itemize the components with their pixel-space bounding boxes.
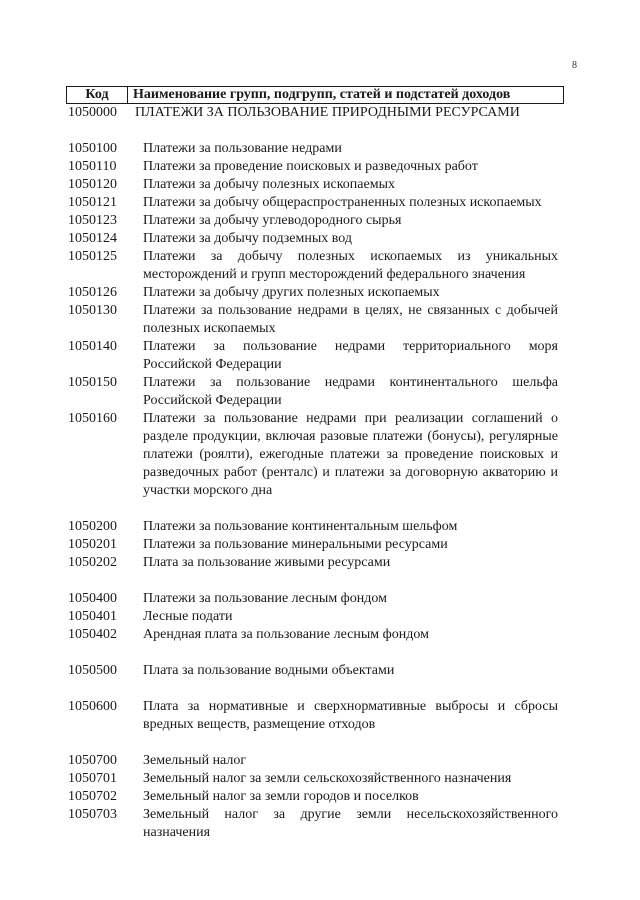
header-name: Наименование групп, подгрупп, статей и подстатей доходов bbox=[133, 87, 511, 102]
table-row bbox=[68, 158, 558, 176]
row-name: Платежи за добычу углеводородного сырья bbox=[143, 213, 402, 228]
row-name: Платежи за добычу других полезных ископаемых bbox=[143, 285, 440, 300]
row-name: Арендная плата за пользование лесным фондом bbox=[143, 627, 429, 642]
table-row bbox=[68, 518, 558, 536]
table-row bbox=[68, 554, 558, 572]
row-name: Платежи за пользование недрами при реализации соглашений о разделе продукции, включая разовые платежи (бонусы), регулярные платежи (роялти), ежегодные платежи за проведение поисковых и разведочных работ (ренталс) и платежи за договорную акваторию и участки морского дна bbox=[143, 411, 558, 498]
table-row bbox=[68, 752, 558, 770]
row-name: Платежи за добычу полезных ископаемых из уникальных месторождений и групп месторождений федерального значения bbox=[143, 249, 558, 282]
row-code: 1050200 bbox=[68, 519, 117, 534]
row-code: 1050150 bbox=[68, 375, 117, 390]
row-code: 1050402 bbox=[68, 627, 117, 642]
table-row bbox=[68, 302, 558, 338]
row-name: Земельный налог за земли городов и поселков bbox=[143, 789, 419, 804]
table-row bbox=[68, 176, 558, 194]
row-code: 1050600 bbox=[68, 699, 117, 714]
header-code: Код bbox=[67, 87, 128, 103]
row-code: 1050401 bbox=[68, 609, 117, 624]
table-header bbox=[66, 86, 564, 104]
page-number: 8 bbox=[572, 60, 577, 71]
table-row bbox=[68, 284, 558, 302]
row-code: 1050124 bbox=[68, 231, 117, 246]
row-name: ПЛАТЕЖИ ЗА ПОЛЬЗОВАНИЕ ПРИРОДНЫМИ РЕСУРСАМИ bbox=[135, 105, 520, 120]
table-row bbox=[68, 626, 558, 644]
row-name: Земельный налог за другие земли несельскохозяйственного назначения bbox=[143, 807, 558, 840]
row-name: Платежи за пользование лесным фондом bbox=[143, 591, 387, 606]
table-row bbox=[68, 140, 558, 158]
table-body bbox=[68, 104, 558, 842]
table-row bbox=[68, 104, 558, 122]
row-name: Платежи за добычу общераспространенных полезных ископаемых bbox=[143, 195, 542, 210]
row-name: Платежи за добычу полезных ископаемых bbox=[143, 177, 395, 192]
row-name: Лесные подати bbox=[143, 609, 233, 624]
table-row bbox=[68, 770, 558, 788]
table-row bbox=[68, 590, 558, 608]
row-name: Плата за нормативные и сверхнормативные выбросы и сбросы вредных веществ, размещение отходов bbox=[143, 699, 558, 732]
row-name: Платежи за пользование минеральными ресурсами bbox=[143, 537, 448, 552]
table-row bbox=[68, 338, 558, 374]
row-code: 1050121 bbox=[68, 195, 117, 210]
row-code: 1050701 bbox=[68, 771, 117, 786]
row-name: Земельный налог за земли сельскохозяйственного назначения bbox=[143, 771, 512, 786]
row-code: 1050130 bbox=[68, 303, 117, 318]
row-code: 1050110 bbox=[68, 159, 117, 174]
row-code: 1050125 bbox=[68, 249, 117, 264]
row-code: 1050400 bbox=[68, 591, 117, 606]
row-code: 1050000 bbox=[68, 105, 117, 120]
row-name: Платежи за добычу подземных вод bbox=[143, 231, 353, 246]
table-row bbox=[68, 608, 558, 626]
row-code: 1050202 bbox=[68, 555, 117, 570]
row-name: Земельный налог bbox=[143, 753, 247, 768]
row-name: Платежи за проведение поисковых и разведочных работ bbox=[143, 159, 478, 174]
row-code: 1050201 bbox=[68, 537, 117, 552]
row-name: Платежи за пользование континентальным шельфом bbox=[143, 519, 458, 534]
row-code: 1050703 bbox=[68, 807, 117, 822]
row-name: Платежи за пользование недрами в целях, не связанных с добычей полезных ископаемых bbox=[143, 303, 558, 336]
row-code: 1050702 bbox=[68, 789, 117, 804]
row-code: 1050700 bbox=[68, 753, 117, 768]
row-name: Плата за пользование живыми ресурсами bbox=[143, 555, 391, 570]
row-code: 1050100 bbox=[68, 141, 117, 156]
table-row bbox=[68, 248, 558, 284]
row-code: 1050160 bbox=[68, 411, 117, 426]
table-row bbox=[68, 698, 558, 734]
table-row bbox=[68, 662, 558, 680]
row-name: Платежи за пользование недрами континентального шельфа Российской Федерации bbox=[143, 375, 558, 408]
row-name: Плата за пользование водными объектами bbox=[143, 663, 395, 678]
row-code: 1050500 bbox=[68, 663, 117, 678]
row-code: 1050123 bbox=[68, 213, 117, 228]
table-row bbox=[68, 410, 558, 500]
row-code: 1050120 bbox=[68, 177, 117, 192]
row-name: Платежи за пользование недрами bbox=[143, 141, 342, 156]
table-row bbox=[68, 194, 558, 212]
row-code: 1050126 bbox=[68, 285, 117, 300]
table-row bbox=[68, 230, 558, 248]
table-row bbox=[68, 536, 558, 554]
row-name: Платежи за пользование недрами территориального моря Российской Федерации bbox=[143, 339, 558, 372]
table-row bbox=[68, 374, 558, 410]
table-row bbox=[68, 212, 558, 230]
table-row bbox=[68, 788, 558, 806]
table-row bbox=[68, 806, 558, 842]
row-code: 1050140 bbox=[68, 339, 117, 354]
